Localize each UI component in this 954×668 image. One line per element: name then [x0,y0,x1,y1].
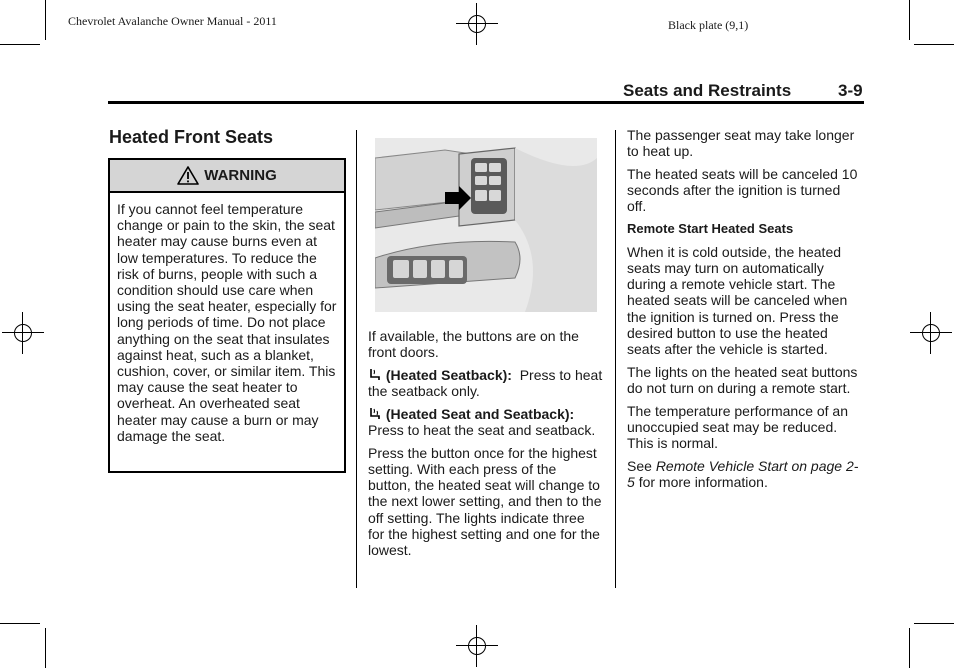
warning-box [108,158,346,473]
crop-mark [914,623,954,624]
heated-seat-icon [368,407,382,421]
registration-mark-bottom [462,631,492,661]
seatback-text: Press to heat the seatback only. [368,366,603,400]
press-text: Press the button once for the highest setting. With each press of the button, the heated seat will change to the next lower setting, and then to the off setting. The lights indicate three for the highest setting and one for the lowest. [368,444,602,558]
seatback-paragraph [368,367,603,399]
door-panel-photo [375,138,597,312]
seat-paragraph [368,406,603,438]
warning-triangle-icon [177,166,199,185]
crop-mark [45,0,46,40]
remote-start-subheading: Remote Start Heated Seats [627,221,794,237]
page-number: 3-9 [838,81,863,100]
heated-seatback-icon [368,368,382,382]
crop-mark [909,628,910,668]
remote-start-link[interactable]: Remote Vehicle Start on page 2-5 [627,457,859,490]
manual-title: Chevrolet Avalanche Owner Manual - 2011 [68,14,277,28]
see-word: See [627,457,652,474]
intro-text: If available, the buttons are on the front doors. [368,328,579,361]
registration-mark-left [8,318,38,348]
performance-text: The temperature performance of an unoccupied seat may be reduced. This is normal. [627,402,849,451]
seat-text: Press to heat the seat and seatback. [368,422,596,439]
right-column [627,127,862,497]
middle-column [368,328,603,565]
registration-mark-right [916,318,946,348]
section-title: Seats and Restraints [623,81,792,100]
crop-mark [0,623,40,624]
crop-mark [909,0,910,40]
crop-mark [0,44,40,45]
plate-label: Black plate (9,1) [668,18,749,32]
remote-start-text: When it is cold outside, the heated seats may turn on automatically during a remote vehicle start. The heated seats will be canceled when the ignition is turned on. Press the desired button to use the heated seats after the vehicle is started. [627,243,848,357]
cancel-text: The heated seats will be canceled 10 seconds after the ignition is turned off. [627,165,858,215]
see-reference [627,458,862,490]
warning-label: WARNING [204,167,277,184]
lights-text: The lights on the heated seat buttons do not turn on during a remote start. [627,363,858,396]
crop-mark [45,628,46,668]
page-heading: Heated Front Seats [109,127,274,147]
seat-label: (Heated Seat and Seatback): [385,405,575,422]
warning-header [110,160,344,193]
seatback-label: (Heated Seatback): [385,366,512,383]
warning-text: If you cannot feel temperature change or pain to the skin, the seat heater may cause burns even at low temperatures. To reduce the risk of burns, people with such a condition should use care when using the seat heater, especially for long periods of time. Do not place anything on the seat that insulates against heat, such as a blanket, cushion, cover, or similar item. This may cause the seat heater to overheat. An overheated seat heater may cause a burn or may damage the seat. [117,201,337,444]
passenger-text: The passenger seat may take longer to heat up. [627,127,855,160]
column-divider [615,130,616,588]
see-tail: for more information. [638,473,768,490]
crop-mark [914,44,954,45]
column-divider [356,130,357,588]
header-rule [108,101,864,104]
registration-mark-top [462,9,492,39]
